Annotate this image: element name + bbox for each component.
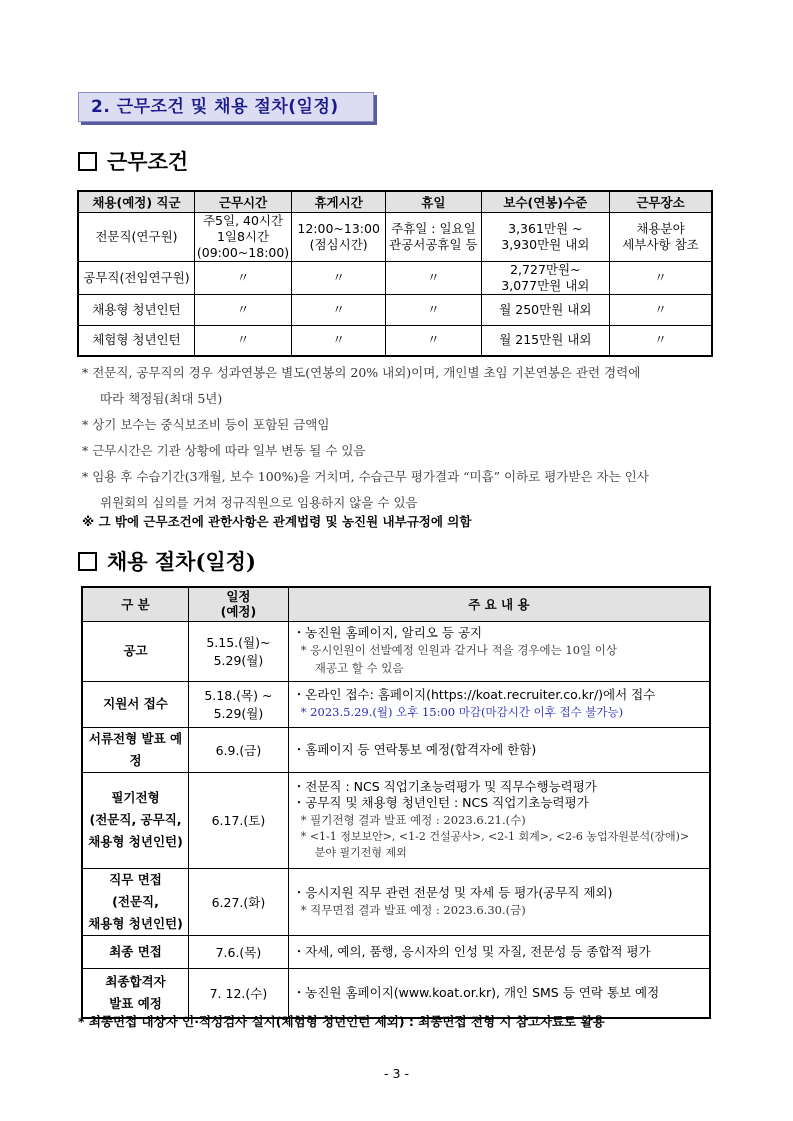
procedure-heading: 채용 절차(일정) <box>78 546 256 576</box>
stage-cell: 최종 면접 <box>82 935 189 968</box>
col-header: 휴일 <box>386 191 481 212</box>
table-cell: 〃 <box>194 294 291 325</box>
col-header: 일정 (예정) <box>189 587 289 621</box>
note-line: 위원회의 심의를 거쳐 정규직원으로 임용하지 않을 수 있음 <box>100 495 418 510</box>
work-conditions-table <box>77 190 713 357</box>
work-conditions-notes <box>82 360 722 516</box>
table-row <box>82 621 710 681</box>
col-header: 채용(예정) 직군 <box>78 191 194 212</box>
table-cell: 〃 <box>610 261 712 294</box>
table-cell: 주5일, 40시간 1일8시간 (09:00~18:00) <box>194 212 291 261</box>
procedure-table <box>81 586 711 1019</box>
note-line: 따라 책정됨(최대 5년) <box>100 391 223 406</box>
table-cell: 〃 <box>194 325 291 356</box>
bold-note: ※ 그 밖에 근무조건에 관한사항은 관계법령 및 농진원 내부규정에 의함 <box>82 514 472 529</box>
table-cell: 채용분야 세부사항 참조 <box>610 212 712 261</box>
stage-cell: 서류전형 발표 예정 <box>82 727 189 772</box>
table-cell: 〃 <box>610 294 712 325</box>
date-cell: 7. 12.(수) <box>189 968 289 1018</box>
table-cell: 월 215만원 내외 <box>481 325 609 356</box>
col-header: 휴게시간 <box>292 191 386 212</box>
note-line: * 전문직, 공무직의 경우 성과연봉은 별도(연봉의 20% 내외)이며, 개인별 초임 기본연봉은 관련 경력에 <box>82 365 641 380</box>
section-title: 2. 근무조건 및 채용 절차(일정) <box>91 97 339 117</box>
col-header: 주 요 내 용 <box>288 587 710 621</box>
stage-cell: 필기전형 (전문직, 공무직, 채용형 청년인턴) <box>82 772 189 868</box>
table-cell: 〃 <box>386 261 481 294</box>
col-header: 근무시간 <box>194 191 291 212</box>
date-cell: 6.9.(금) <box>189 727 289 772</box>
col-header: 구 분 <box>82 587 189 621</box>
content-cell: ・온라인 접수: 홈페이지(https://koat.recruiter.co.kr/)에서 접수 * 2023.5.29.(월) 오후 15:00 마감(마감시간 이후 접수 불가능) <box>288 681 710 727</box>
table-cell: 〃 <box>386 294 481 325</box>
table-cell: 체험형 청년인턴 <box>78 325 194 356</box>
content-cell: ・응시지원 직무 관련 전문성 및 자세 등 평가(공무직 제외) * 직무면접 결과 발표 예정 : 2023.6.30.(금) <box>288 868 710 935</box>
col-header: 보수(연봉)수준 <box>481 191 609 212</box>
stage-cell: 최종합격자 발표 예정 <box>82 968 189 1018</box>
table-row <box>82 772 710 868</box>
table-cell: 〃 <box>194 261 291 294</box>
page-number: - 3 - <box>384 1066 409 1081</box>
content-cell: ・홈페이지 등 연락통보 예정(합격자에 한함) <box>288 727 710 772</box>
table-cell: 〃 <box>292 294 386 325</box>
table-row <box>78 261 712 294</box>
table-cell: 〃 <box>610 325 712 356</box>
table-cell: 주휴일 : 일요일 관공서공휴일 등 <box>386 212 481 261</box>
table-row <box>78 294 712 325</box>
date-cell: 5.15.(월)~ 5.29(월) <box>189 621 289 681</box>
note-line: * 상기 보수는 중식보조비 등이 포함된 금액임 <box>82 417 330 432</box>
content-cell: ・농진원 홈페이지, 알리오 등 공지 * 응시인원이 선발예정 인원과 같거나 적을 경우에는 10일 이상 재공고 할 수 있음 <box>288 621 710 681</box>
table-cell: 3,361만원 ~ 3,930만원 내외 <box>481 212 609 261</box>
content-cell: ・자세, 예의, 품행, 응시자의 인성 및 자질, 전문성 등 종합적 평가 <box>288 935 710 968</box>
section-title-box <box>78 92 374 122</box>
work-conditions-heading: 근무조건 <box>78 146 188 176</box>
stage-cell: 공고 <box>82 621 189 681</box>
table-row <box>78 212 712 261</box>
table-row <box>82 968 710 1018</box>
checkbox-square-icon <box>78 152 97 171</box>
table-cell: 2,727만원~ 3,077만원 내외 <box>481 261 609 294</box>
content-cell: ・전문직 : NCS 직업기초능력평가 및 직무수행능력평가 ・공무직 및 채용형 청년인턴 : NCS 직업기초능력평가 * 필기전형 결과 발표 예정 : 2023.6.21.(수) * <1-1 정보보안>, <1-2 건설공사>, <2-1 회계>, <2-6 농업자원분석(장애)> 분야 필기전형 제외 <box>288 772 710 868</box>
date-cell: 7.6.(목) <box>189 935 289 968</box>
table-row <box>82 681 710 727</box>
table-cell: 〃 <box>292 261 386 294</box>
stage-cell: 직무 면접 (전문직, 채용형 청년인턴) <box>82 868 189 935</box>
date-cell: 5.18.(목) ~ 5.29(월) <box>189 681 289 727</box>
content-cell: ・농진원 홈페이지(www.koat.or.kr), 개인 SMS 등 연락 통보 예정 <box>288 968 710 1018</box>
table-row <box>78 325 712 356</box>
stage-cell: 지원서 접수 <box>82 681 189 727</box>
table-row <box>82 868 710 935</box>
checkbox-square-icon <box>78 552 97 571</box>
table-cell: 채용형 청년인턴 <box>78 294 194 325</box>
table-row <box>82 935 710 968</box>
note-line: * 임용 후 수습기간(3개월, 보수 100%)을 거치며, 수습근무 평가결과 “미흡” 이하로 평가받은 자는 인사 <box>82 469 649 484</box>
note-line: * 근무시간은 기관 상황에 따라 일부 변동 될 수 있음 <box>82 443 366 458</box>
table-cell: 공무직(전임연구원) <box>78 261 194 294</box>
date-cell: 6.17.(토) <box>189 772 289 868</box>
final-note: * 최종면접 대상자 인·적성검사 실시(체험형 청년인턴 제외) : 최종면접 전형 시 참고자료로 활용 <box>78 1014 605 1029</box>
table-cell: 전문직(연구원) <box>78 212 194 261</box>
table-cell: 월 250만원 내외 <box>481 294 609 325</box>
table-cell: 〃 <box>386 325 481 356</box>
date-cell: 6.27.(화) <box>189 868 289 935</box>
table-row <box>82 727 710 772</box>
col-header: 근무장소 <box>610 191 712 212</box>
table-cell: 〃 <box>292 325 386 356</box>
table-cell: 12:00~13:00 (점심시간) <box>292 212 386 261</box>
